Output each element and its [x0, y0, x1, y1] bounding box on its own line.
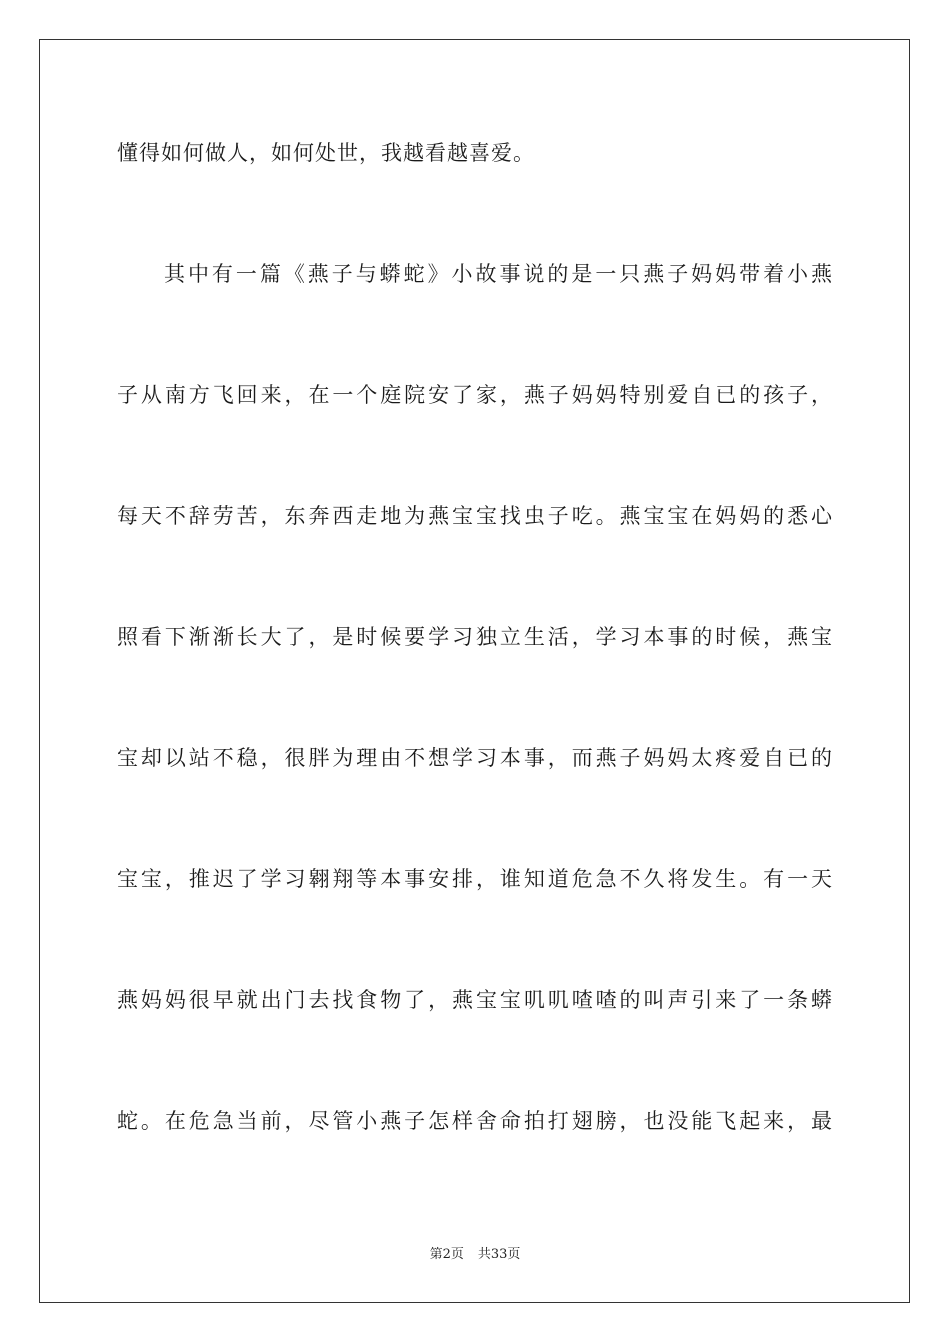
page-number: 第2页 — [429, 1247, 464, 1262]
text-line: 宝却以站不稳，很胖为理由不想学习本事，而燕子妈妈太疼爱自已的 — [117, 746, 833, 770]
page-footer — [0, 1246, 950, 1264]
page-total: 共33页 — [477, 1247, 521, 1262]
text-line: 宝宝，推迟了学习翱翔等本事安排，谁知道危急不久将发生。有一天 — [117, 867, 833, 891]
text-line: 子从南方飞回来，在一个庭院安了家，燕子妈妈特别爱自已的孩子， — [117, 383, 833, 407]
text-line: 蛇。在危急当前，尽管小燕子怎样舍命拍打翅膀，也没能飞起来，最 — [117, 1109, 833, 1133]
text-line: 照看下渐渐长大了，是时候要学习独立生活，学习本事的时候，燕宝 — [117, 625, 833, 649]
text-line: 其中有一篇《燕子与蟒蛇》小故事说的是一只燕子妈妈带着小燕 — [164, 262, 833, 286]
text-line: 燕妈妈很早就出门去找食物了，燕宝宝叽叽喳喳的叫声引来了一条蟒 — [117, 988, 833, 1012]
text-line: 每天不辞劳苦，东奔西走地为燕宝宝找虫子吃。燕宝宝在妈妈的悉心 — [117, 504, 833, 528]
text-line: 懂得如何做人，如何处世，我越看越喜爱。 — [117, 141, 535, 165]
